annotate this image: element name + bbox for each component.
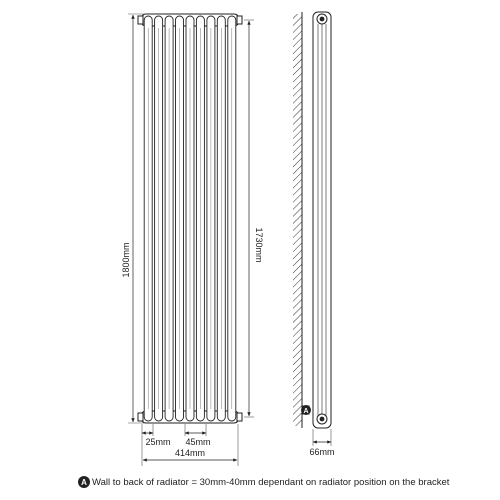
- front-view: [121, 14, 264, 466]
- top-valve-icon: [317, 14, 327, 24]
- bracket-marker: [301, 405, 311, 415]
- footer-note: [78, 476, 449, 488]
- height-label: 1800mm: [121, 242, 131, 278]
- depth-label: 66mm: [309, 447, 335, 457]
- radiator-columns: [144, 16, 236, 421]
- wall-hatch: [293, 14, 302, 426]
- width-dimension: [143, 448, 237, 460]
- note-text: Wall to back of radiator = 30mm-40mm dependant on radiator position on the bracket: [92, 476, 450, 488]
- note-marker-icon: A: [78, 476, 90, 488]
- height-dimension: [121, 14, 146, 423]
- centres-dimension: [244, 20, 264, 417]
- column-pitch-label: 45mm: [185, 437, 211, 447]
- side-view: [293, 12, 335, 457]
- centres-label: 1730mm: [254, 227, 264, 263]
- depth-dimension: [309, 429, 334, 457]
- right-bottom-stub: [237, 413, 242, 421]
- bottom-valve-icon: [317, 414, 327, 424]
- column-width-label: 25mm: [145, 437, 171, 447]
- width-label: 414mm: [174, 448, 206, 458]
- left-bottom-stub: [138, 413, 143, 421]
- right-top-stub: [237, 16, 242, 24]
- bracket-marker-letter: A: [303, 408, 309, 415]
- left-top-stub: [138, 16, 143, 24]
